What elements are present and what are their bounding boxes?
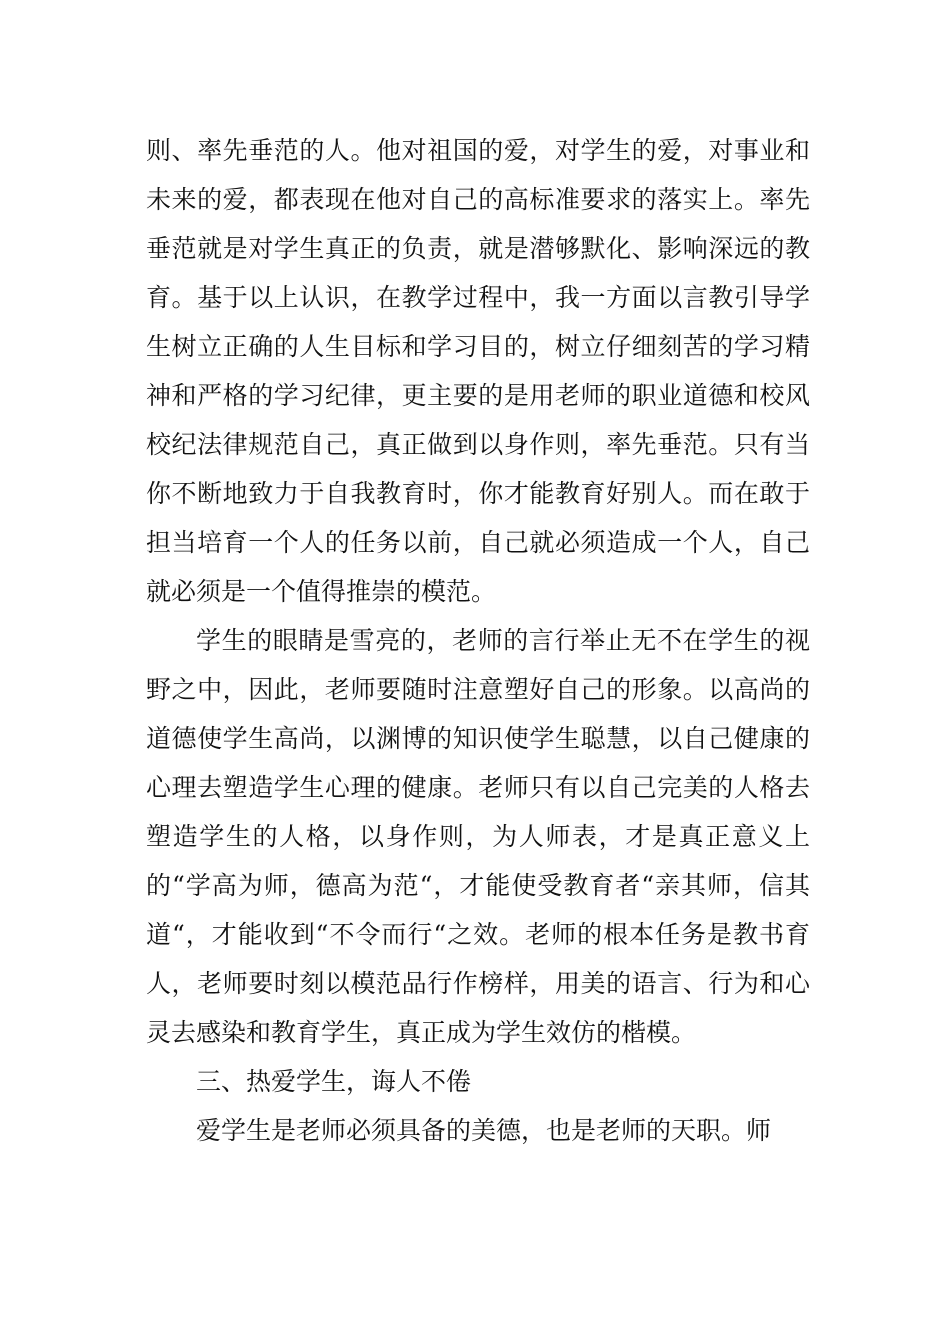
- section-heading: 三、热爱学生，诲人不倦: [196, 1067, 472, 1096]
- paragraph-1: 则、率先垂范的人。他对祖国的爱，对学生的爱，对事业和未来的爱，都表现在他对自己的高标准要求的落实上。率先垂范就是对学生真正的负责，就是潜够默化、影响深远的教育。基于以上认识，在教学过程中，我一方面以言教引导学生树立正确的人生目标和学习目的，树立仔细刻苦的学习精神和严格的学习纪律，更主要的是用老师的职业道德和校风校纪法律规范自己，真正做到以身作则，率先垂范。只有当你不断地致力于自我教育时，你才能教育好别人。而在敢于担当培育一个人的任务以前，自己就必须造成一个人，自己就必须是一个值得推崇的模范。: [146, 136, 810, 606]
- paragraph-3: 爱学生是老师必须具备的美德，也是老师的天职。师: [196, 1116, 772, 1145]
- paragraph-2: 学生的眼睛是雪亮的，老师的言行举止无不在学生的视野之中，因此，老师要随时注意塑好自己的形象。以高尚的道德使学生高尚，以渊博的知识使学生聪慧，以自己健康的心理去塑造学生心理的健康。老师只有以自己完美的人格去塑造学生的人格，以身作则，为人师表，才是真正意义上的“学高为师，德高为范“，才能使受教育者“亲其师，信其道“，才能收到“不令而行“之效。老师的根本任务是教书育人，老师要时刻以模范品行作榜样，用美的语言、行为和心灵去感染和教育学生，真正成为学生效仿的楷模。: [146, 626, 810, 1047]
- document-body: [146, 126, 810, 1155]
